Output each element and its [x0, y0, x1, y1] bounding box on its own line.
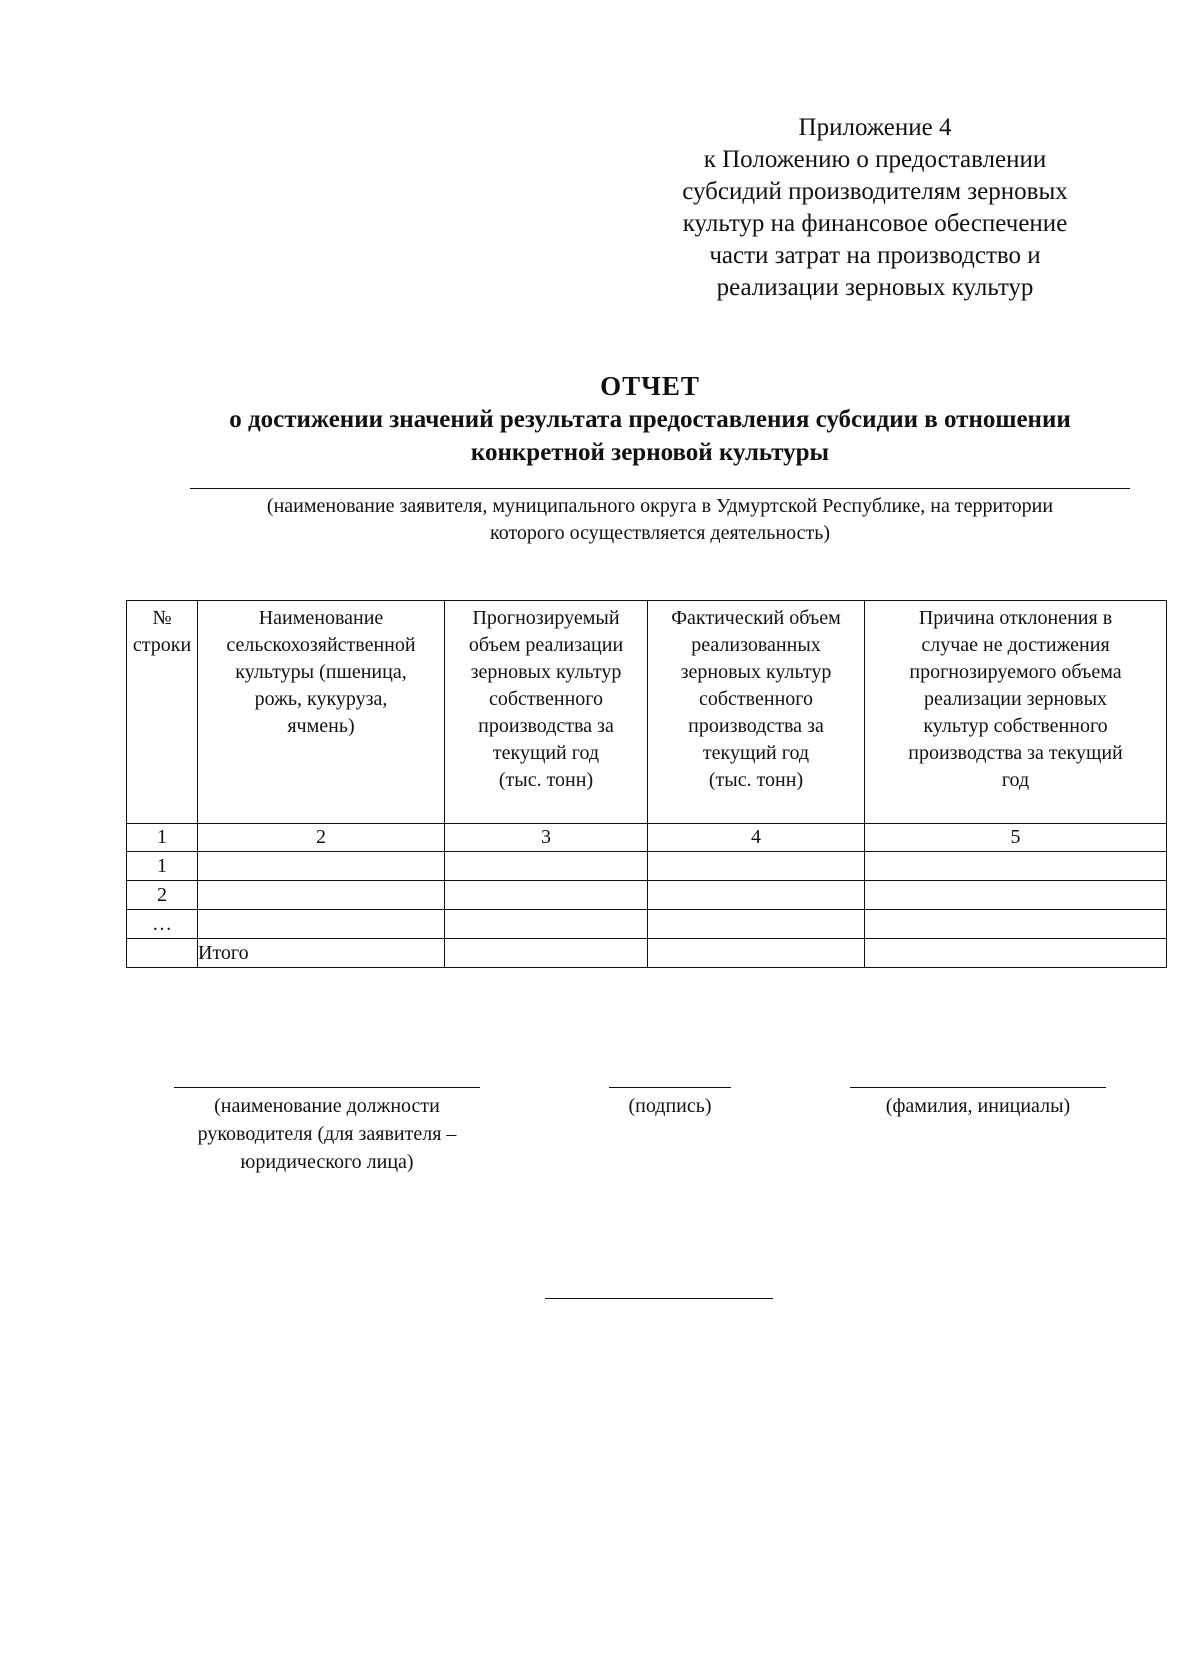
report-table: [126, 600, 1167, 968]
crop-name-cell[interactable]: [198, 910, 445, 939]
actual-volume-cell[interactable]: [648, 910, 865, 939]
header-text: собственного: [489, 688, 603, 710]
forecast-volume-total-cell[interactable]: [445, 939, 648, 968]
report-title: ОТЧЕТ: [600, 371, 700, 401]
header-text: текущий год: [702, 742, 810, 764]
header-text: объем реализации: [468, 634, 624, 656]
header-text: год: [1001, 769, 1030, 791]
position-signature-line[interactable]: [174, 1087, 480, 1088]
signature-line[interactable]: [609, 1087, 731, 1088]
column-number-row: [127, 824, 1167, 852]
forecast-volume-cell[interactable]: [445, 881, 648, 910]
report-heading: [140, 370, 1160, 468]
total-label: Итого: [198, 939, 445, 968]
header-text: зерновых культур: [680, 661, 832, 683]
header-text: случае не достижения: [921, 634, 1110, 656]
table-row: [127, 881, 1167, 910]
crop-name-cell[interactable]: [198, 881, 445, 910]
actual-volume-cell[interactable]: [648, 852, 865, 881]
header-text: текущий год: [492, 742, 600, 764]
header-actual-volume: [648, 601, 865, 824]
header-text: строки: [132, 634, 192, 656]
header-text: культуры (пшеница,: [235, 661, 407, 683]
appendix-line: субсидий производителям зерновых: [682, 178, 1068, 205]
column-number: 5: [865, 824, 1167, 852]
header-text: Прогнозируемый: [472, 607, 620, 629]
position-caption: [150, 1092, 504, 1176]
appendix-reference: [640, 112, 1110, 304]
applicant-caption-line: (наименование заявителя, муниципального округа в Удмуртской Республике, на территории: [266, 495, 1054, 517]
header-text: сельскохозяйственной: [226, 634, 416, 656]
applicant-name-line[interactable]: [190, 488, 1130, 489]
applicant-caption-line: которого осуществляется деятельность): [490, 522, 830, 544]
date-line[interactable]: [545, 1298, 773, 1299]
header-text: (тыс. тонн): [498, 769, 594, 791]
deviation-reason-cell[interactable]: [865, 852, 1167, 881]
report-subtitle-line: о достижении значений результата предоставления субсидии в отношении: [229, 406, 1071, 433]
header-text: ячмень): [287, 715, 355, 737]
appendix-line: реализации зерновых культур: [716, 274, 1034, 301]
row-number-cell: [127, 939, 198, 968]
header-text: производства за текущий: [908, 742, 1123, 764]
row-number-cell: …: [127, 910, 198, 939]
header-text: Наименование: [258, 607, 384, 629]
header-text: Причина отклонения в: [918, 607, 1113, 629]
appendix-title: Приложение 4: [798, 114, 952, 141]
crop-name-cell[interactable]: [198, 852, 445, 881]
forecast-volume-cell[interactable]: [445, 852, 648, 881]
header-crop-name: [198, 601, 445, 824]
column-number: 1: [127, 824, 198, 852]
name-caption: (фамилия, инициалы): [885, 1095, 1071, 1117]
column-number: 3: [445, 824, 648, 852]
header-forecast-volume: [445, 601, 648, 824]
header-text: прогнозируемого объема: [909, 661, 1122, 683]
total-row: [127, 939, 1167, 968]
header-text: производства за: [688, 715, 824, 737]
appendix-line: культур на финансовое обеспечение: [682, 210, 1068, 237]
appendix-line: к Положению о предоставлении: [703, 146, 1047, 173]
name-signature-line[interactable]: [850, 1087, 1106, 1088]
header-text: Фактический объем: [671, 607, 841, 629]
position-caption-line: (наименование должности: [214, 1095, 440, 1117]
header-text: культур собственного: [923, 715, 1108, 737]
forecast-volume-cell[interactable]: [445, 910, 648, 939]
table-header-row: [127, 601, 1167, 824]
table-row: [127, 852, 1167, 881]
header-text: зерновых культур: [470, 661, 622, 683]
column-number: 2: [198, 824, 445, 852]
header-text: (тыс. тонн): [708, 769, 804, 791]
header-text: производства за: [478, 715, 614, 737]
header-row-number: [127, 601, 198, 824]
header-text: №: [152, 607, 172, 629]
position-caption-line: руководителя (для заявителя –: [197, 1123, 457, 1145]
actual-volume-cell[interactable]: [648, 881, 865, 910]
position-caption-line: юридического лица): [240, 1151, 414, 1173]
header-text: реализации зерновых: [923, 688, 1108, 710]
header-text: рожь, кукуруза,: [254, 688, 388, 710]
signature-caption: (подпись): [628, 1095, 712, 1117]
report-subtitle-line: конкретной зерновой культуры: [470, 439, 830, 466]
header-deviation-reason: [865, 601, 1167, 824]
deviation-reason-total-cell[interactable]: [865, 939, 1167, 968]
deviation-reason-cell[interactable]: [865, 910, 1167, 939]
deviation-reason-cell[interactable]: [865, 881, 1167, 910]
actual-volume-total-cell[interactable]: [648, 939, 865, 968]
row-number-cell: 2: [127, 881, 198, 910]
table-row: [127, 910, 1167, 939]
header-text: реализованных: [691, 634, 821, 656]
appendix-line: части затрат на производство и: [709, 242, 1041, 269]
column-number: 4: [648, 824, 865, 852]
applicant-caption: [150, 493, 1170, 547]
header-text: собственного: [699, 688, 813, 710]
row-number-cell: 1: [127, 852, 198, 881]
